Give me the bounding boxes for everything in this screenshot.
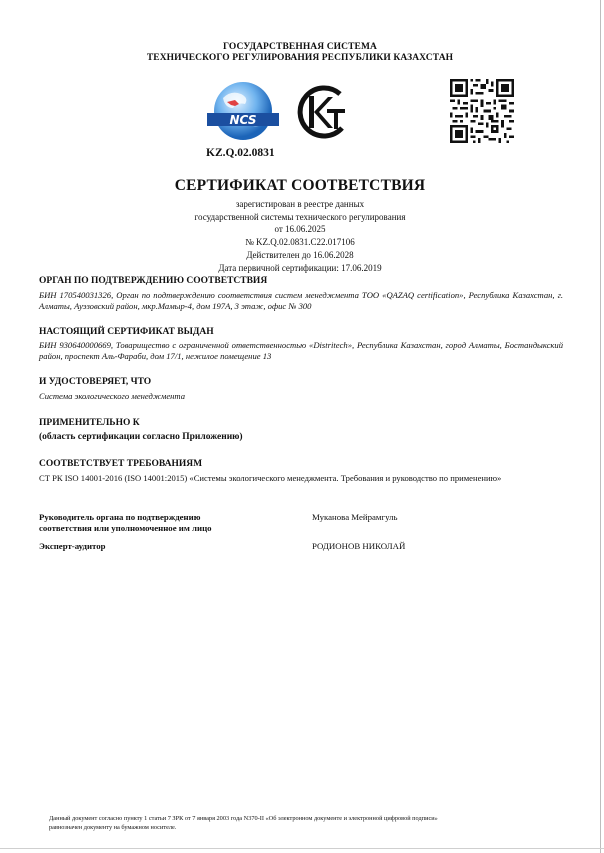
head-label-line-1: Руководитель органа по подтверждению <box>39 512 201 522</box>
kz-conformity-mark-icon <box>290 84 350 140</box>
organ-text: БИН 170540031326, Орган по подтверждению соответствия систем менеджмента ТОО «QAZAQ certification», Республика Казахстан, г. Алматы, Ауэзовский район, мкр.Мамыр-4, дом 197А, 3 этаж, офис № 300 <box>39 290 563 311</box>
expert-auditor-name: РОДИОНОВ НИКОЛАЙ <box>312 541 406 551</box>
certificate-number: № KZ.Q.02.0831.C22.017106 <box>245 237 355 248</box>
page-bottom-edge <box>0 848 604 849</box>
first-certification-date: Дата первичной сертификации: 17.06.2019 <box>218 262 382 273</box>
legal-footer <box>49 815 569 832</box>
registration-line-2: государственной системы технического регулирования <box>194 211 406 222</box>
registration-info <box>100 198 500 274</box>
certifies-text: Система экологического менеджмента <box>39 391 186 401</box>
qr-code-icon <box>450 79 514 143</box>
authority-line-2: ТЕХНИЧЕСКОГО РЕГУЛИРОВАНИЯ РЕСПУБЛИКИ КАЗАХСТАН <box>146 53 454 63</box>
ncs-logo-lettering: NCS <box>229 113 257 127</box>
conforms-standard-text: СТ РК ISO 14001-2016 (ISO 14001:2015) «Системы экологического менеджмента. Требования и руководство по применению» <box>39 473 502 483</box>
certifies-heading: И УДОСТОВЕРЯЕТ, ЧТО <box>39 377 152 387</box>
conforms-heading: СООТВЕТСТВУЕТ ТРЕБОВАНИЯМ <box>39 459 203 469</box>
footer-line-1: Данный документ согласно пункту 1 статьи 7 ЗРК от 7 января 2003 года N370-II «Об электронном документе и электронной цифровой подписи» <box>49 815 438 822</box>
authority-line-1: ГОСУДАРСТВЕННАЯ СИСТЕМА <box>222 42 378 52</box>
issued-to-heading: НАСТОЯЩИЙ СЕРТИФИКАТ ВЫДАН <box>39 327 214 337</box>
footer-line-2: равнозначен документу на бумажном носителе. <box>49 823 177 831</box>
head-label-line-2: соответствия или уполномоченное им лицо <box>39 523 212 533</box>
issued-to-text: БИН 930640000669, Товарищество с ограниченной ответственностью «Distritech», Республика Казахстан, город Алматы, Бостандыкский район, проспект Аль-Фараби, дом 17/1, нежилое помещение 13 <box>39 340 563 361</box>
registry-number: KZ.Q.02.0831 <box>206 147 275 159</box>
head-of-body-label <box>39 512 279 534</box>
valid-until: Действителен до 16.06.2028 <box>246 249 354 260</box>
ncs-logo <box>205 80 281 146</box>
head-of-body-name: Муканова Мейрамгуль <box>312 512 398 522</box>
certificate-title: СЕРТИФИКАТ СООТВЕТСТВИЯ <box>174 177 426 194</box>
registration-line-1: зарегистирован в реестре данных <box>235 199 365 209</box>
page-right-edge <box>600 0 601 853</box>
issue-date: от 16.06.2025 <box>274 224 326 235</box>
issuing-authority <box>100 42 500 64</box>
applies-to-heading: ПРИМЕНИТЕЛЬНО К <box>39 418 140 428</box>
organ-heading: ОРГАН ПО ПОДТВЕРЖДЕНИЮ СООТВЕТСТВИЯ <box>39 276 268 286</box>
expert-auditor-label: Эксперт-аудитор <box>39 541 106 551</box>
certification-scope-note: (область сертификации согласно Приложению) <box>39 432 243 442</box>
